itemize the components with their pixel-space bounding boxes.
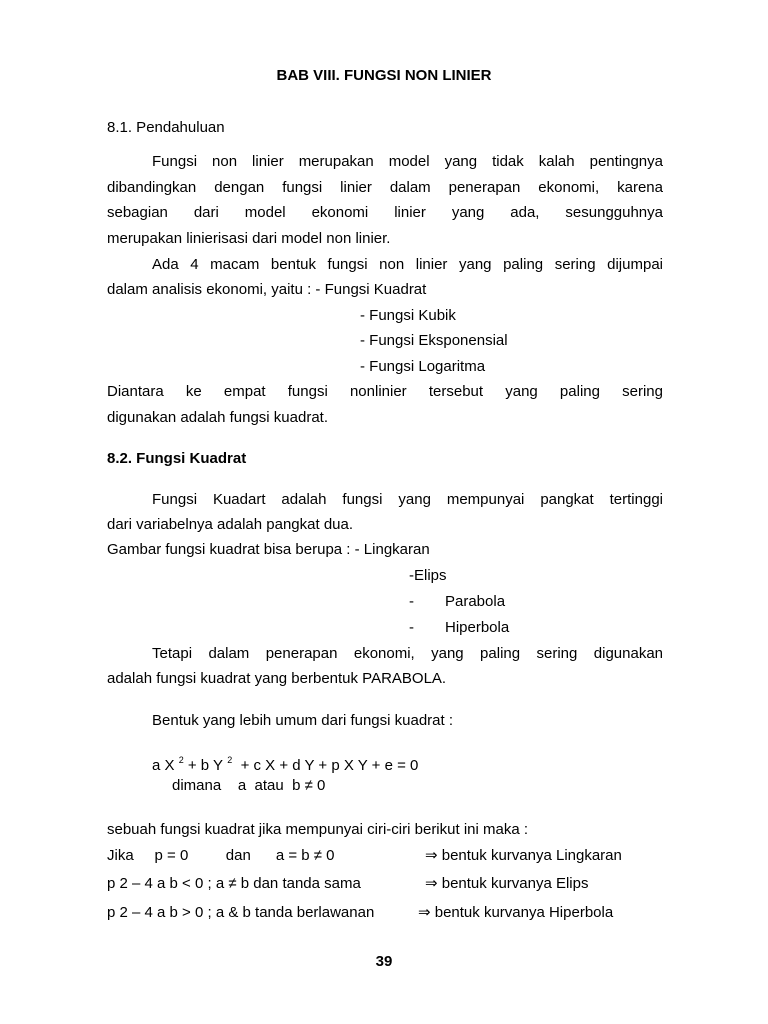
- list-label: Hiperbola: [445, 619, 510, 636]
- equation-term: + c X + d Y + p X Y + e = 0: [232, 757, 419, 774]
- paragraph-line: dari variabelnya adalah pangkat dua.: [107, 516, 354, 533]
- paragraph-line: Diantara ke empat fungsi nonlinier tersebut yang paling sering: [107, 383, 663, 400]
- list-label: Elips: [414, 567, 447, 584]
- section-heading-fungsi-kuadrat: 8.2. Fungsi Kuadrat: [107, 450, 247, 467]
- list-dash: -: [409, 619, 414, 636]
- paragraph-line: sebagian dari model ekonomi linier yang ada, sesungguhnya: [107, 204, 663, 221]
- criteria-result: ⇒ bentuk kurvanya Hiperbola: [418, 904, 614, 921]
- shape-list-item: [409, 566, 447, 586]
- shape-list-item: [409, 592, 505, 612]
- paragraph-line: adalah fungsi kuadrat yang berbentuk PARABOLA.: [107, 670, 447, 687]
- section-heading-pendahuluan: 8.1. Pendahuluan: [107, 119, 225, 136]
- paragraph-line: dalam analisis ekonomi, yaitu : - Fungsi Kuadrat: [107, 281, 427, 298]
- exponent: 2: [227, 755, 233, 765]
- paragraph-line: Ada 4 macam bentuk fungsi non linier yang paling sering dijumpai: [152, 256, 663, 273]
- list-item: - Fungsi Kubik: [360, 307, 456, 324]
- paragraph-line: Tetapi dalam penerapan ekonomi, yang paling sering digunakan: [152, 645, 663, 662]
- general-form-intro: Bentuk yang lebih umum dari fungsi kuadrat :: [152, 712, 454, 729]
- criteria-result: ⇒ bentuk kurvanya Lingkaran: [425, 847, 622, 864]
- shape-list-item: [409, 618, 509, 638]
- equation-term: + b Y: [183, 757, 224, 774]
- equation-condition: dimana a atau b ≠ 0: [172, 777, 326, 794]
- chapter-title: BAB VIII. FUNGSI NON LINIER: [276, 67, 492, 84]
- criteria-result: ⇒ bentuk kurvanya Elips: [425, 875, 589, 892]
- paragraph-line: merupakan linierisasi dari model non linier.: [107, 230, 391, 247]
- list-dash: -: [409, 593, 414, 610]
- general-equation: [152, 750, 418, 776]
- paragraph-line: Gambar fungsi kuadrat bisa berupa : - Lingkaran: [107, 541, 430, 558]
- equation-term: a X: [152, 757, 175, 774]
- exponent: 2: [178, 755, 184, 765]
- list-item: - Fungsi Eksponensial: [360, 332, 508, 349]
- criteria-condition: Jika p = 0 dan a = b ≠ 0: [107, 847, 335, 864]
- list-dash: -: [409, 567, 414, 584]
- list-label: Parabola: [445, 593, 506, 610]
- criteria-condition: p 2 – 4 a b < 0 ; a ≠ b dan tanda sama: [107, 875, 361, 892]
- paragraph-line: digunakan adalah fungsi kuadrat.: [107, 409, 329, 426]
- criteria-intro: sebuah fungsi kuadrat jika mempunyai ciri-ciri berikut ini maka :: [107, 821, 529, 838]
- paragraph-line: dibandingkan dengan fungsi linier dalam penerapan ekonomi, karena: [107, 179, 663, 196]
- page-number: 39: [375, 953, 393, 970]
- criteria-condition: p 2 – 4 a b > 0 ; a & b tanda berlawanan: [107, 904, 375, 921]
- paragraph-line: Fungsi non linier merupakan model yang tidak kalah pentingnya: [152, 153, 663, 170]
- list-item: - Fungsi Logaritma: [360, 358, 486, 375]
- paragraph-line: Fungsi Kuadart adalah fungsi yang mempunyai pangkat tertinggi: [152, 491, 663, 508]
